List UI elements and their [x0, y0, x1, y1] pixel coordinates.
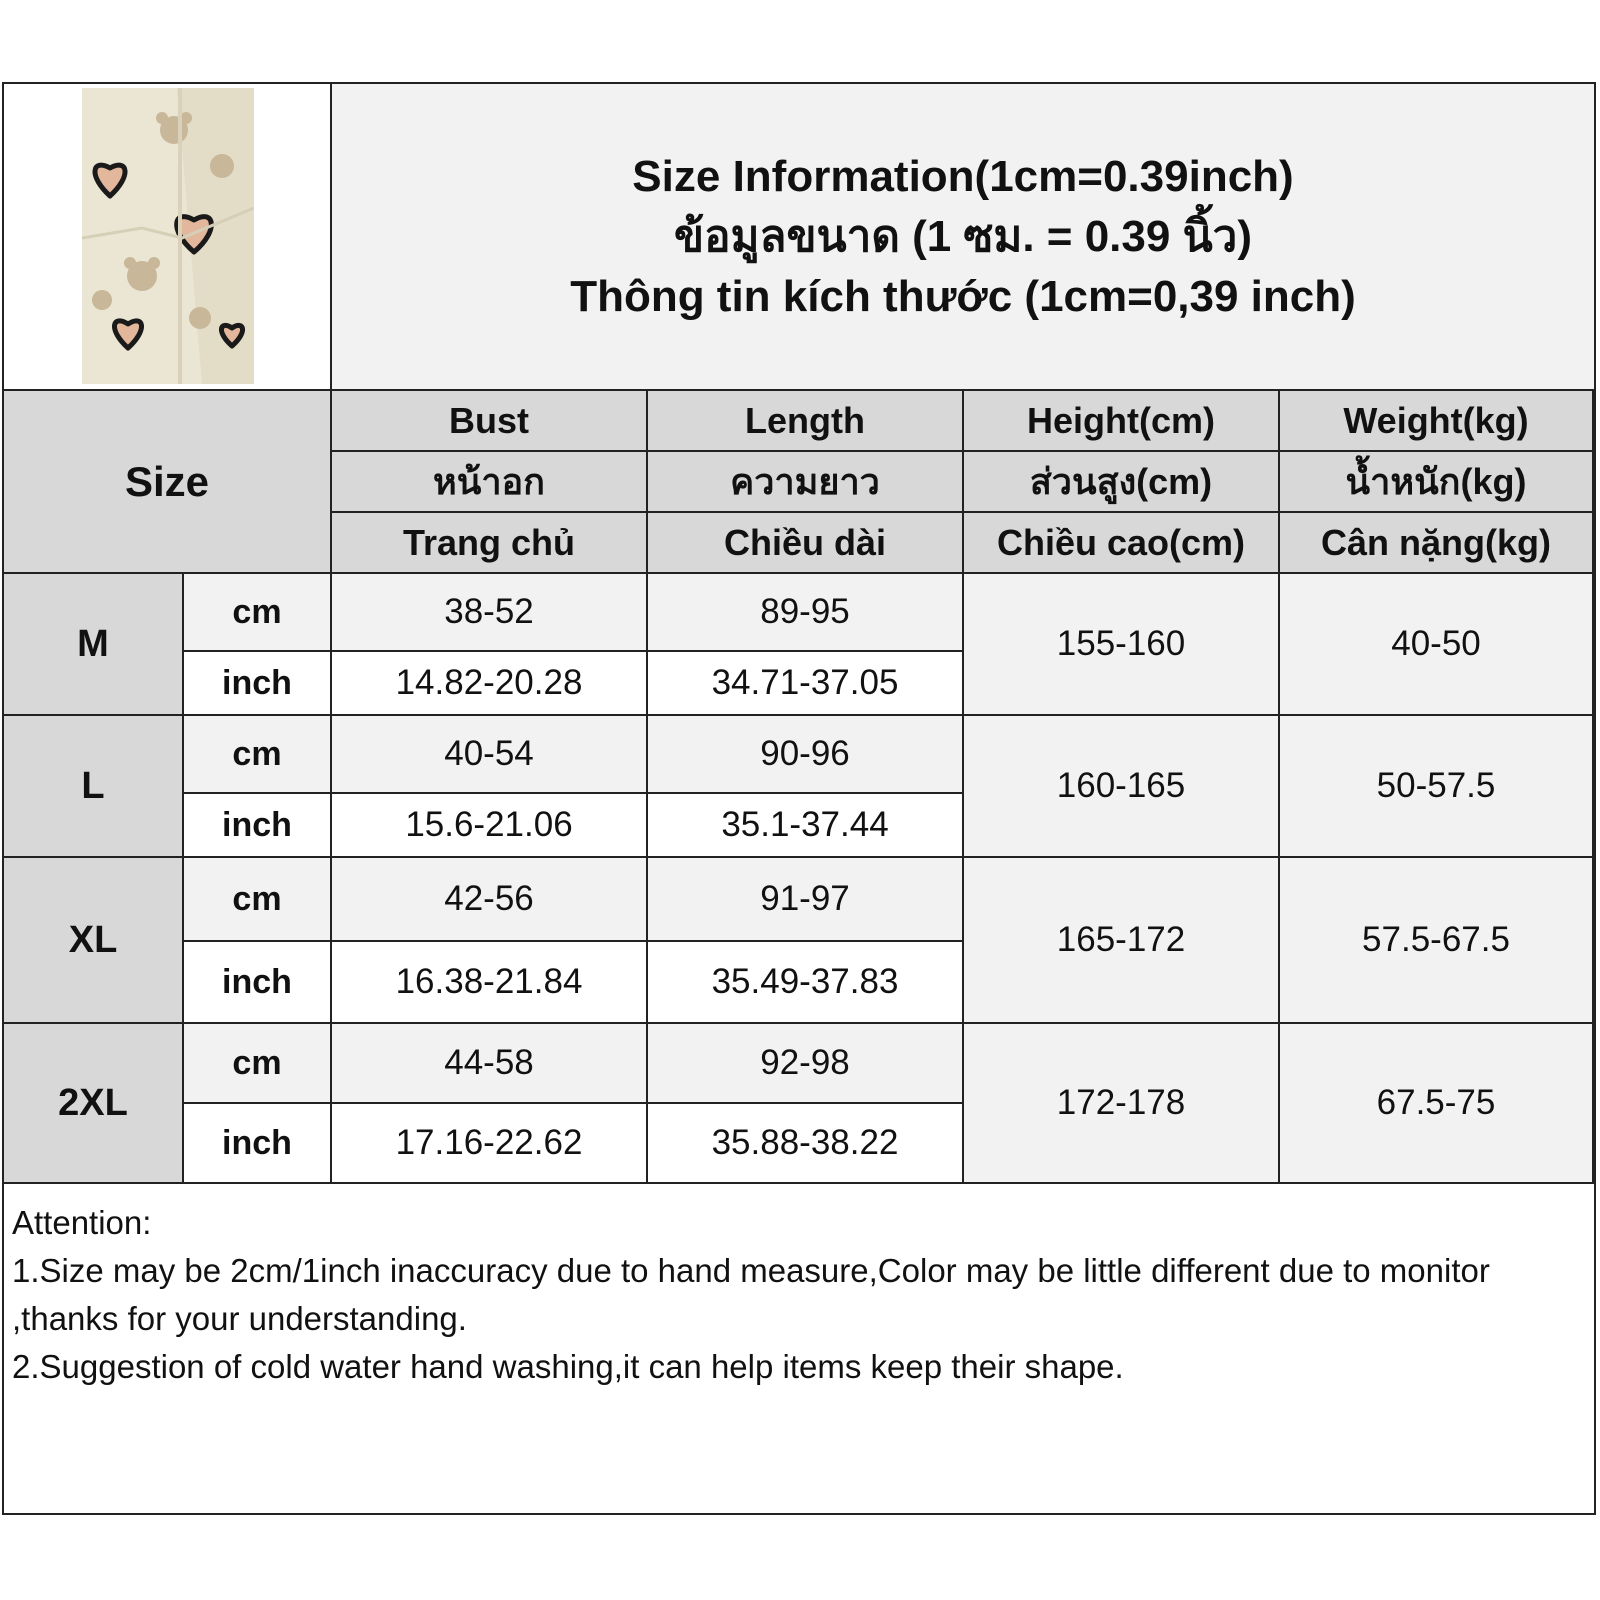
height-header-th: ส่วนสูง(cm)	[964, 452, 1280, 513]
bust-header-en: Bust	[332, 391, 648, 452]
product-photo-image	[82, 88, 254, 384]
title-english: Size Information(1cm=0.39inch)	[632, 151, 1294, 201]
length-cm-value: 92-98	[648, 1024, 964, 1104]
title-cell	[332, 84, 1594, 391]
bust-header-vi: Trang chủ	[332, 513, 648, 574]
size-chart	[2, 82, 1596, 1515]
weight-value: 40-50	[1280, 574, 1594, 716]
unit-cm: cm	[184, 716, 332, 794]
length-inch-value: 35.88-38.22	[648, 1104, 964, 1184]
size-label-l: L	[4, 716, 184, 858]
unit-inch: inch	[184, 652, 332, 716]
bust-cm-value: 42-56	[332, 858, 648, 942]
weight-value: 50-57.5	[1280, 716, 1594, 858]
bust-inch-value: 16.38-21.84	[332, 942, 648, 1024]
unit-inch: inch	[184, 942, 332, 1024]
title-vietnamese: Thông tin kích thước (1cm=0,39 inch)	[570, 271, 1356, 321]
size-label-2xl: 2XL	[4, 1024, 184, 1184]
bust-header-th: หน้าอก	[332, 452, 648, 513]
height-value: 155-160	[964, 574, 1280, 716]
length-cm-value: 89-95	[648, 574, 964, 652]
bust-cm-value: 38-52	[332, 574, 648, 652]
bust-cm-value: 44-58	[332, 1024, 648, 1104]
product-photo-cell	[4, 84, 332, 391]
size-column-header: Size	[4, 391, 332, 574]
length-header-en: Length	[648, 391, 964, 452]
bust-inch-value: 17.16-22.62	[332, 1104, 648, 1184]
length-cm-value: 90-96	[648, 716, 964, 794]
unit-inch: inch	[184, 794, 332, 858]
length-inch-value: 35.49-37.83	[648, 942, 964, 1024]
unit-cm: cm	[184, 858, 332, 942]
unit-cm: cm	[184, 1024, 332, 1104]
height-value: 172-178	[964, 1024, 1280, 1184]
height-value: 160-165	[964, 716, 1280, 858]
notes-line-1: 1.Size may be 2cm/1inch inaccuracy due to hand measure,Color may be little different due to monitor ,thanks for your understanding.	[12, 1252, 1490, 1337]
size-label-xl: XL	[4, 858, 184, 1024]
weight-header-en: Weight(kg)	[1280, 391, 1594, 452]
weight-value: 67.5-75	[1280, 1024, 1594, 1184]
unit-cm: cm	[184, 574, 332, 652]
product-photo	[82, 88, 254, 384]
unit-inch: inch	[184, 1104, 332, 1184]
length-inch-value: 35.1-37.44	[648, 794, 964, 858]
bust-inch-value: 14.82-20.28	[332, 652, 648, 716]
notes-heading: Attention:	[12, 1204, 152, 1241]
attention-notes	[4, 1189, 1594, 1513]
weight-header-vi: Cân nặng(kg)	[1280, 513, 1594, 574]
bust-cm-value: 40-54	[332, 716, 648, 794]
height-header-vi: Chiều cao(cm)	[964, 513, 1280, 574]
length-header-vi: Chiều dài	[648, 513, 964, 574]
length-cm-value: 91-97	[648, 858, 964, 942]
notes-line-2: 2.Suggestion of cold water hand washing,it can help items keep their shape.	[12, 1348, 1124, 1385]
height-value: 165-172	[964, 858, 1280, 1024]
weight-header-th: น้ำหนัก(kg)	[1280, 452, 1594, 513]
bust-inch-value: 15.6-21.06	[332, 794, 648, 858]
weight-value: 57.5-67.5	[1280, 858, 1594, 1024]
size-label-m: M	[4, 574, 184, 716]
length-inch-value: 34.71-37.05	[648, 652, 964, 716]
length-header-th: ความยาว	[648, 452, 964, 513]
height-header-en: Height(cm)	[964, 391, 1280, 452]
title-thai: ข้อมูลขนาด (1 ซม. = 0.39 นิ้ว)	[673, 211, 1252, 261]
